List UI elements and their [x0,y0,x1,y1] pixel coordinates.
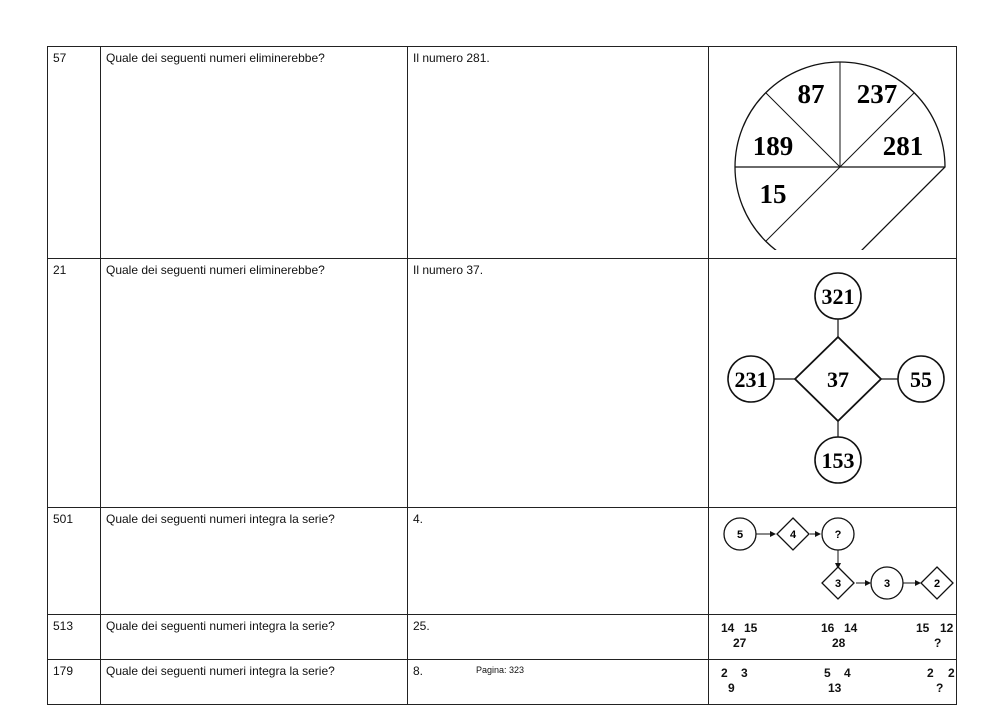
question-id: 57 [48,47,101,259]
chain-number: 2 [933,578,941,590]
answer-text: Il numero 281. [408,47,709,259]
question-id: 21 [48,259,101,508]
grid-number: 14 [721,621,735,635]
grid-number: 15 [916,621,930,635]
pie-number: 189 [752,131,794,161]
answer-text: Il numero 37. [408,259,709,508]
chain-number: ? [834,529,842,541]
page-number: Pagina: 323 [475,665,525,675]
grid-number: 16 [821,621,835,635]
grid-number: 27 [733,636,747,650]
grid-number: 3 [741,666,748,680]
chain-figure [714,512,962,606]
quiz-table [47,46,957,705]
grid-number: 4 [844,666,851,680]
answer-text: 8. [408,660,709,705]
figure-cell [709,259,957,508]
left-number: 231 [734,367,768,392]
grid-number: 9 [728,681,735,695]
grid-number: ? [934,636,942,650]
figure-cell [709,47,957,259]
grid-number: 5 [824,666,831,680]
question-text: Quale dei seguenti numeri integra la serie? [101,508,408,615]
number-grid [714,619,954,655]
answer-text: 25. [408,615,709,660]
grid-number: 13 [828,681,842,695]
chain-number: 3 [834,578,842,590]
center-number: 37 [827,367,849,392]
question-id: 179 [48,660,101,705]
grid-number: 2 [948,666,955,680]
grid-number: 2 [721,666,728,680]
figure-cell [709,615,957,660]
figure-cell [709,508,957,615]
answer-text: 4. [408,508,709,615]
right-number: 55 [910,367,932,392]
half-pie-figure [714,51,962,250]
question-text: Quale dei seguenti numeri integra la serie? [101,615,408,660]
chain-number: 4 [789,529,797,541]
grid-number: 15 [744,621,758,635]
grid-number: 12 [940,621,954,635]
chain-number: 5 [736,529,744,541]
question-id: 513 [48,615,101,660]
question-text: Quale dei seguenti numeri eliminerebbe? [101,259,408,508]
table-row [48,47,957,259]
grid-number: 2 [927,666,934,680]
pie-number: 237 [856,79,898,109]
diamond-figure [714,263,962,499]
chain-number: 3 [883,578,891,590]
table-row [48,615,957,660]
question-id: 501 [48,508,101,615]
grid-number: 14 [844,621,858,635]
table-row [48,259,957,508]
pie-number: 15 [759,179,787,209]
top-number: 321 [821,284,855,309]
question-text: Quale dei seguenti numeri integra la serie? [101,660,408,705]
pie-number: 281 [882,131,924,161]
table-row [48,508,957,615]
bottom-number: 153 [821,448,855,473]
question-text: Quale dei seguenti numeri eliminerebbe? [101,47,408,259]
pie-number: 87 [797,79,825,109]
grid-number: ? [936,681,944,695]
grid-number: 28 [832,636,846,650]
